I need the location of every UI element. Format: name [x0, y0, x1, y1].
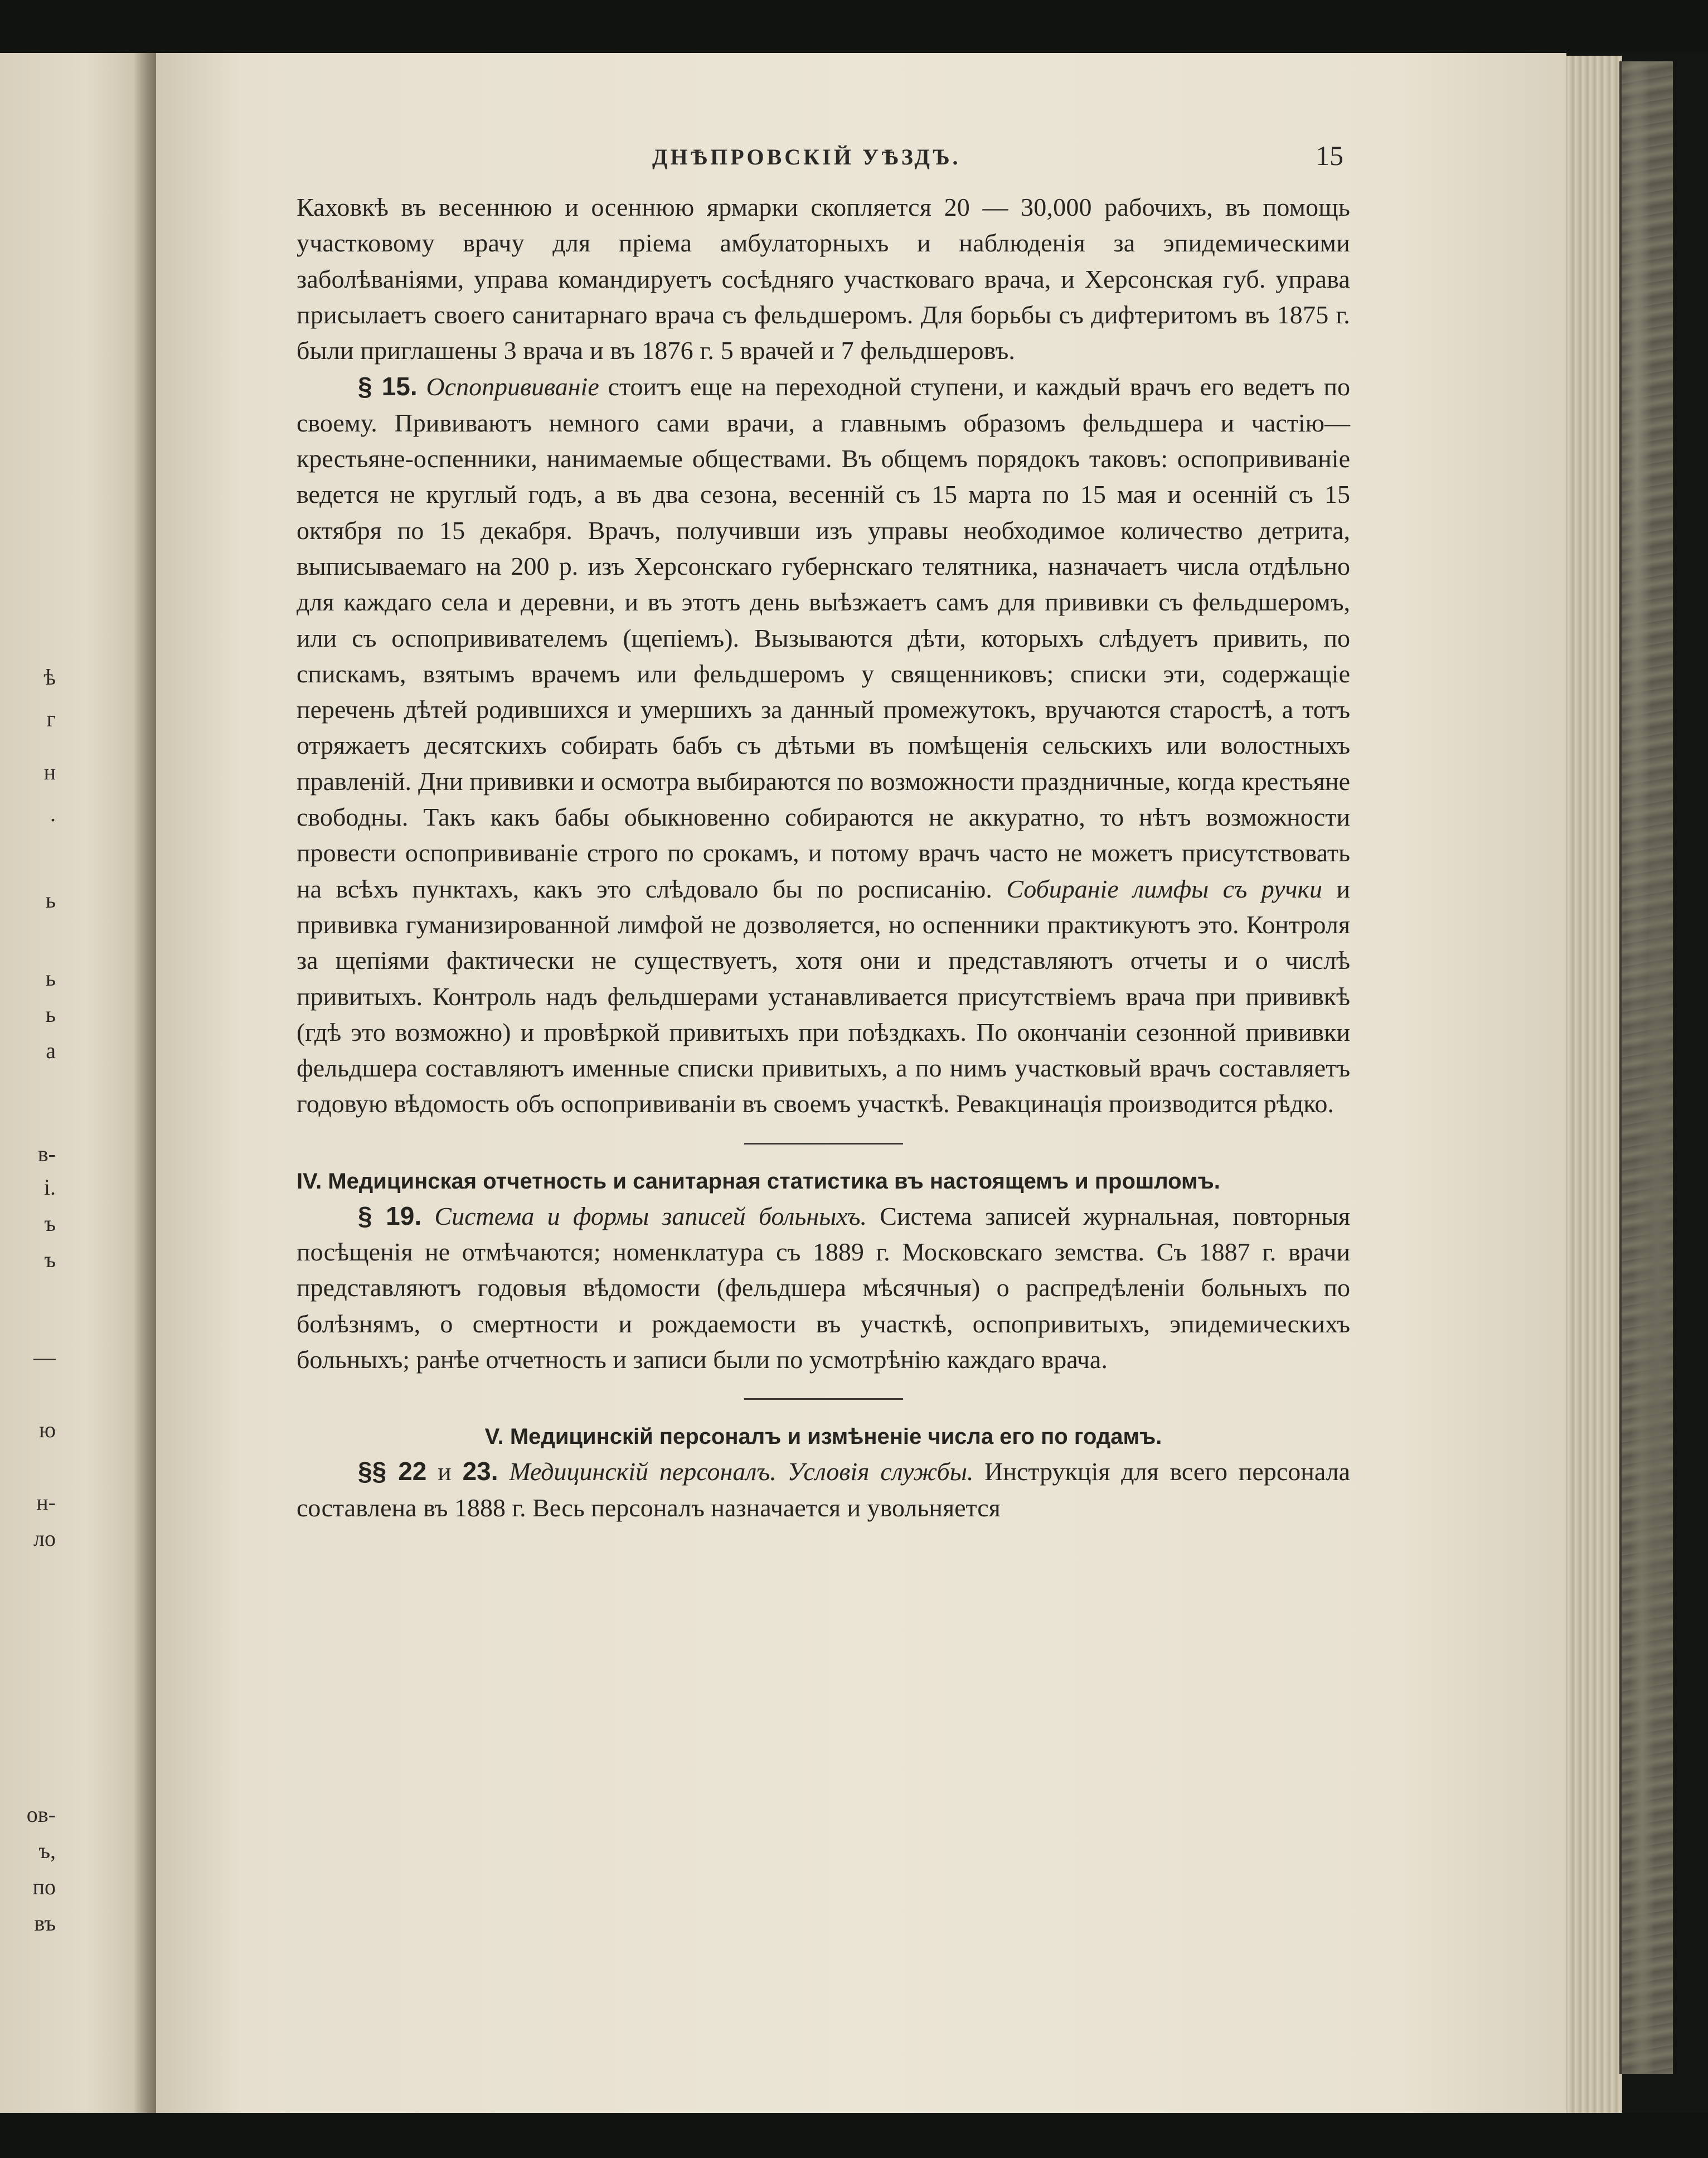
- left-page-fragment: .: [50, 801, 56, 826]
- paragraph-section-15: [297, 368, 1350, 1122]
- divider-rule: [744, 1398, 903, 1400]
- divider-rule: [744, 1143, 903, 1145]
- section-text-continued: и прививка гуманизированной лимфой не дозволяется, но оспенники практикуютъ это. Контроля за щепіями фактически не существуетъ, хотя они и представляютъ отчеты и о числѣ привитыхъ. Контроль надъ фельдшерами устанавливается присутствіемъ врача при прививкѣ (гдѣ это возможно) и провѣркой привитыхъ при поѣздкахъ. По окончаніи сезонной прививки фельдшера составляютъ именные списки привитыхъ, а по нимъ участковый врачъ составляетъ годовую вѣдомость объ оспопрививаніи въ своемъ участкѣ. Ревакцинація производится рѣдко.: [297, 874, 1350, 1118]
- section-number: § 15.: [358, 372, 418, 401]
- previous-page-edge: [0, 53, 156, 2116]
- scan-background-bottom: [0, 2113, 1708, 2158]
- chapter-heading-v: V. Медицинскій персоналъ и измѣненіе числа его по годамъ.: [484, 1424, 1162, 1449]
- left-page-fragment: ь: [45, 1002, 56, 1027]
- left-page-fragment: ъ: [44, 1247, 56, 1272]
- section-title: Медицинскій персоналъ. Условія службы.: [509, 1457, 974, 1486]
- section-text: стоитъ еще на переходной ступени, и каждый врачъ его ведетъ по своему. Прививаютъ немного сами врачи, а главнымъ образомъ фельдшера и частію—крестьяне-оспенники, нанимаемые обществами. Въ общемъ порядокъ таковъ: оспопрививаніе ведется не круглый годъ, а въ два сезона, весенній съ 15 марта по 15 мая и осенній съ 15 октября по 15 декабря. Врачъ, получивши изъ управы необходимое количество детрита, выписываемаго на 200 р. изъ Херсонскаго губернскаго телятника, назначаетъ числа отдѣльно для каждаго села и деревни, и въ этотъ день выѣзжаетъ самъ для прививки съ фельдшеромъ, или съ оспопрививателемъ (щепіемъ). Вызываются дѣти, которыхъ слѣдуетъ привить, по спискамъ, взятымъ врачемъ или фельдшеромъ у священниковъ; списки эти, содержащіе перечень дѣтей родившихся и умершихъ за данный промежутокъ, вручаются старостѣ, а тотъ отряжаетъ десятскихъ собирать бабъ съ дѣтьми въ помѣщенія сельскихъ или волостныхъ правленій. Дни прививки и осмотра выбираются по возможности праздничные, когда крестьяне свободны. Такъ какъ бабы обыкновенно собираются не аккуратно, то нѣтъ возможности провести оспопрививаніе строго по срокамъ, и потому врачъ часто не можетъ присутствовать на всѣхъ пунктахъ, какъ это слѣдовало бы по росписанію.: [297, 372, 1350, 903]
- left-page-fragment: ло: [33, 1526, 56, 1551]
- left-page-fragment: ъ: [44, 1211, 56, 1236]
- left-page-fragment: н: [43, 759, 56, 784]
- paragraph-section-22-23: [297, 1453, 1350, 1526]
- chapter-heading-iv: IV. Медицинская отчетность и санитарная статистика въ настоящемъ и прошломъ.: [297, 1168, 1220, 1194]
- section-number: §§ 22: [358, 1457, 427, 1486]
- paragraph-section-19: [297, 1198, 1350, 1378]
- italic-phrase: Собираніе лимфы съ ручки: [1006, 874, 1323, 903]
- section-title: Система и формы записей больныхъ.: [434, 1201, 867, 1230]
- left-page-fragment: ов-: [26, 1802, 56, 1827]
- left-page-fragment: н-: [36, 1490, 56, 1515]
- scan-background-top: [0, 0, 1708, 53]
- left-page-fragment: а: [46, 1038, 56, 1063]
- left-page-fragment: ѣ: [43, 665, 56, 690]
- conjunction: и: [438, 1457, 452, 1486]
- section-number: 23.: [462, 1457, 498, 1486]
- left-page-fragment: —: [33, 1345, 56, 1370]
- left-page-fragment: г: [46, 706, 56, 731]
- section-text: Инструкція для всего персонала составлена въ 1888 г. Весь персоналъ назначается и увольняется: [297, 1457, 1351, 1522]
- running-head: ДНѢПРОВСКІЙ УѢЗДЪ.: [652, 144, 961, 169]
- left-page-fragment: въ: [34, 1910, 56, 1936]
- book-fore-edge: [1561, 56, 1622, 2118]
- body-text: [297, 190, 1350, 1526]
- left-page-fragment: ъ,: [38, 1838, 56, 1863]
- left-page-fragment: в-: [37, 1141, 56, 1166]
- left-page-fragment: ь: [45, 888, 56, 913]
- left-page-fragment: по: [32, 1874, 56, 1899]
- section-number: § 19.: [358, 1201, 422, 1230]
- page-number: 15: [1316, 140, 1343, 171]
- left-page-fragment: ю: [39, 1417, 56, 1442]
- section-text: Система записей журнальная, повторныя посѣщенія не отмѣчаются; номенклатура съ 1889 г. Московскаго земства. Съ 1887 г. врачи представляютъ годовыя вѣдомости (фельдшера мѣсячныя) о распредѣленіи больныхъ по болѣзнямъ, о смертности и рождаемости въ участкѣ, оспопривитыхъ, эпидемическихъ больныхъ; ранѣе отчетность и записи были по усмотрѣнію каждаго врача.: [297, 1201, 1351, 1374]
- left-page-fragment: ь: [45, 966, 56, 991]
- paragraph-1: Каховкѣ въ весеннюю и осеннюю ярмарки скопляется 20 — 30,000 рабочихъ, въ помощь участковому врачу для пріема амбулаторныхъ и наблюденія за эпидемическими заболѣваніями, управа командируетъ сосѣдняго участковаго врача, и Херсонская губ. управа присылаетъ своего санитарнаго врача съ фельдшеромъ. Для борьбы съ дифтеритомъ въ 1875 г. были приглашены 3 врача и въ 1876 г. 5 врачей и 7 фельдшеровъ.: [297, 193, 1350, 365]
- marbled-cover: [1619, 61, 1673, 2074]
- section-title: Оспопрививаніе: [426, 372, 599, 401]
- left-page-fragment: і.: [43, 1175, 56, 1200]
